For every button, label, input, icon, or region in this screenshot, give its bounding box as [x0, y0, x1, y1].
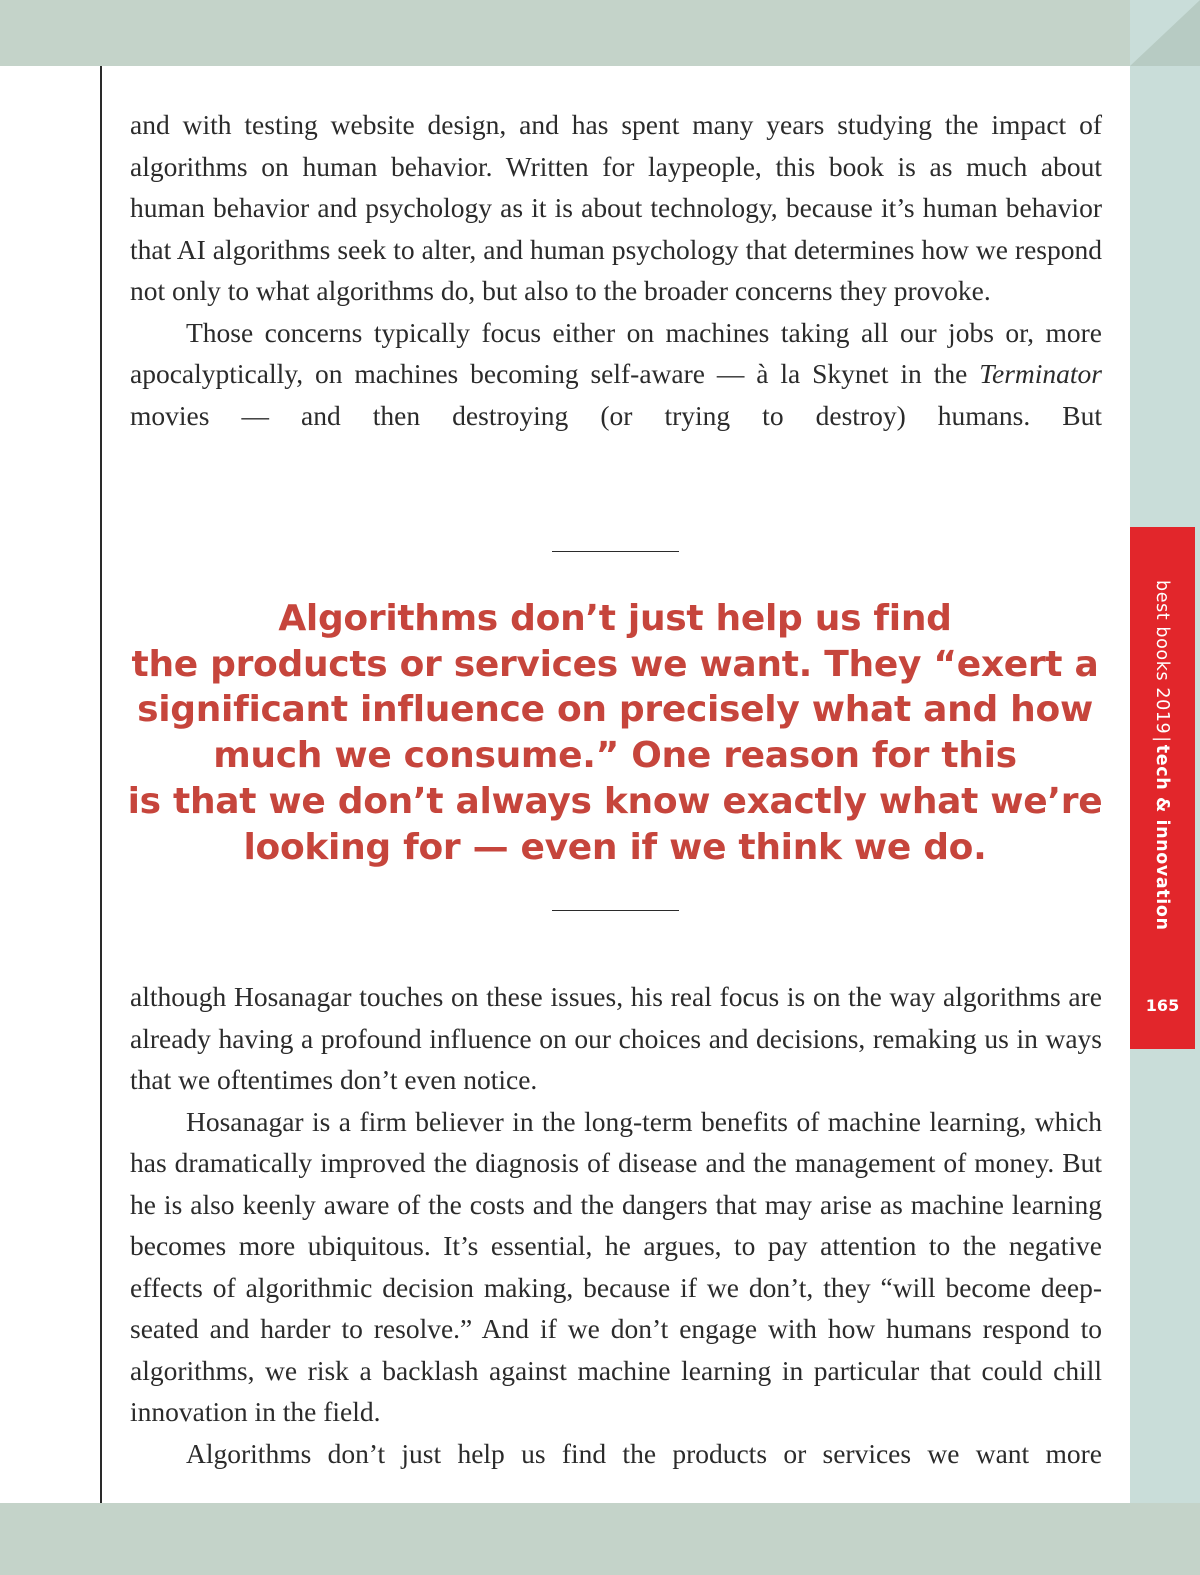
- pull-quote-line: is that we don’t always know exactly what we’re: [127, 780, 1103, 822]
- page-frame-top: [0, 0, 1200, 66]
- body-text-bottom: [130, 976, 1102, 1474]
- paragraph: although Hosanagar touches on these issues, his real focus is on the way algorithms are already having a profound influence on our choices and decisions, remaking us in ways that we oftentimes don’t even notice.: [130, 981, 1102, 1095]
- paragraph: Hosanagar is a firm believer in the long-term benefits of machine learning, which has dramatically improved the diagnosis of disease and the management of money. But he is also keenly aware of the costs and the dangers that may arise as machine learning becomes more ubiquitous. It’s essential, he argues, to pay attention to the negative effects of algorithmic decision making, because if we don’t, they “will become deep-seated and harder to resolve.” And if we don’t engage with how humans respond to algorithms, we risk a backlash against machine learning in particular that could chill innovation in the field.: [130, 1105, 1102, 1427]
- paragraph-text: Those concerns typically focus either on machines taking all our jobs or, more apocalyptically, on machines becoming self-aware — à la Skynet in the: [130, 316, 1102, 389]
- paragraph: and with testing website design, and has spent many years studying the impact of algorithms on human behavior. Written for laypeople, this book is as much about human behavior and psychology as it is about technology, because it’s human behavior that AI algorithms seek to alter, and human psychology that determines how we respond not only to what algorithms do, but also to the broader concerns they provoke.: [130, 109, 1102, 306]
- pull-quote-rule-top: [552, 551, 679, 552]
- margin-rule: [100, 66, 102, 1503]
- page-number: 165: [1145, 996, 1180, 1015]
- film-title: Terminator: [979, 358, 1102, 389]
- section-name: tech & innovation: [1152, 744, 1172, 931]
- paragraph: Algorithms don’t just help us find the products or services we want more: [186, 1437, 1102, 1469]
- label-separator: |: [1152, 736, 1172, 743]
- pull-quote-rule-bottom: [552, 910, 679, 911]
- pull-quote-line: much we consume.” One reason for this: [213, 735, 1017, 777]
- paragraph-text: movies — and then destroying (or trying to destroy) humans. But: [130, 399, 1102, 431]
- pull-quote: [120, 596, 1110, 870]
- page-frame-bottom: [0, 1503, 1200, 1575]
- body-text-top: [130, 104, 1102, 436]
- series-name: best books 2019: [1152, 580, 1172, 735]
- section-label: [1152, 580, 1172, 931]
- pull-quote-line: looking for — even if we think we do.: [243, 826, 987, 868]
- pull-quote-line: the products or services we want. They “exert a: [131, 643, 1099, 685]
- pull-quote-line: Algorithms don’t just help us find: [278, 598, 952, 639]
- pull-quote-line: significant influence on precisely what and how: [137, 689, 1093, 731]
- paragraph: [130, 312, 1102, 437]
